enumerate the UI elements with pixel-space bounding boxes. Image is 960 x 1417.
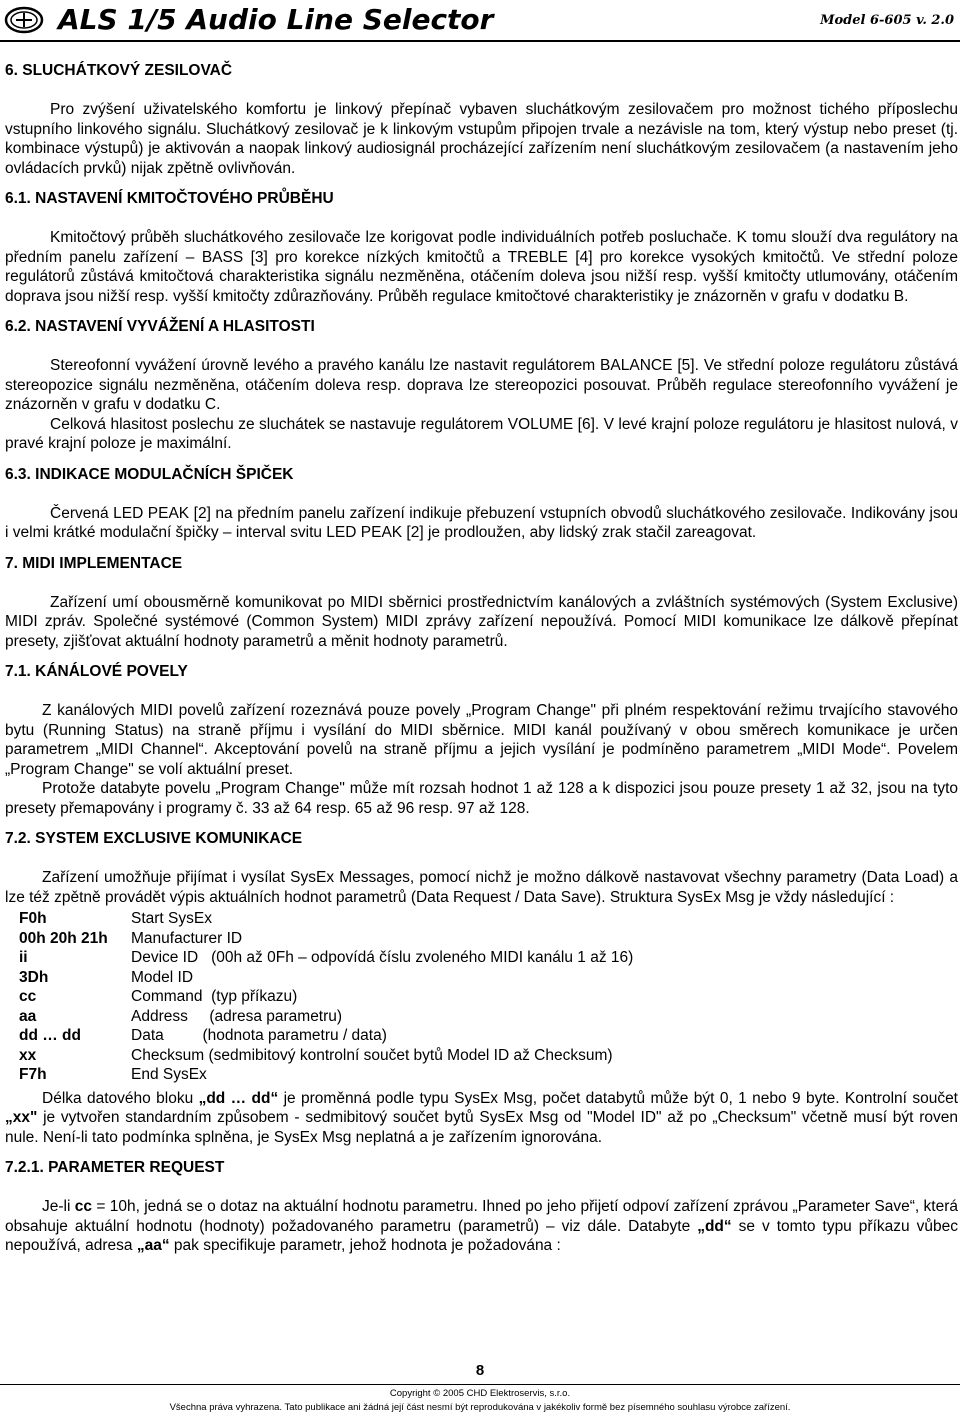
sysex-code: xx [19,1046,37,1064]
paragraph [5,1197,958,1256]
sysex-description: Address (adresa parametru) [131,1007,343,1025]
sysex-description: Model ID [131,968,194,986]
table-row [19,909,633,929]
paragraph: Protože databyte povelu „Program Change" může mít rozsah hodnot 1 až 128 a k dispozici jsou pouze presety 1 až 32, jsou na tyto presety přemapovány i programy č. 33 až 64 resp. 65 až 96 resp. 97 až 128. [5,780,958,817]
sysex-description: Data (hodnota parametru / data) [131,1027,387,1044]
bold-term: cc [74,1198,92,1215]
paragraph: Celková hlasitost poslechu ze sluchátek se nastavuje regulátorem VOLUME [6]. V levé krajní poloze regulátoru je hlasitost nulová, v pravé krajní poloze je maximální. [5,415,958,452]
sysex-code: 00h 20h 21h [19,929,108,947]
bold-term: „aa“ [136,1237,170,1254]
table-row [19,1065,633,1085]
table-row [19,1026,633,1046]
bold-term: „xx" [5,1109,38,1126]
page-content [5,61,958,1256]
sysex-description: End SysEx [131,1066,207,1083]
sysex-code: F7h [19,1066,47,1083]
sysex-code: 3Dh [19,968,49,986]
sysex-description: Command (typ příkazu) [131,988,298,1005]
bold-term: „dd“ [697,1217,732,1235]
section-heading-7-1: 7.1. KÁNÁLOVÉ POVELY [5,663,188,680]
copyright-text: Copyright © 2005 CHD Elektroservis, s.r.o. [389,1388,571,1399]
paragraph: Zařízení umí obousměrně komunikovat po MIDI sběrnici prostřednictvím kanálových a zvláštních systémových (System Exclusive) MIDI zpráv. Společné systémové (Common System) MIDI zprávy zařízení nepoužívá. Pomocí MIDI komunikace lze dálkově přepínat presety, zjišťovat aktuální hodnoty parametrů a měnit hodnoty parametrů. [5,593,958,650]
sysex-description: Device ID (00h až 0Fh – odpovídá číslu zvoleného MIDI kanálu 1 až 16) [131,949,634,966]
sysex-description: Start SysEx [131,910,212,927]
sysex-code: dd … dd [19,1027,81,1044]
text-run: je vytvořen standardním způsobem - sedmibitový součet bytů SysEx Msg od "Model ID" až po „Checksum" včetně musí být roven nule. Není-li tato podmínka splněna, je SysEx Msg neplatná a je zařízením ignorována. [5,1109,958,1146]
document-title: ALS 1/5 Audio Line Selector [58,3,494,36]
rights-notice: Všechna práva vyhrazena. Tato publikace ani žádná její část nesmí být reprodukována v jakékoliv formě bez písemného souhlasu výrobce zařízení. [169,1402,791,1413]
paragraph: Pro zvýšení uživatelského komfortu je linkový přepínač vybaven sluchátkovým zesilovačem pro možnost tichého příposlechu vstupního linkového signálu. Sluchátkový zesilovač je k linkovým vstupům připojen trvale a nezávisle na tom, který výstup nebo preset (tj. kombinace výstupů) je aktivován a naopak linkový audiosignál procházející zařízením není sluchátkovým zesilovačem (a nastavením jeho ovládacích prvků) nijak zpětně ovlivňován. [5,101,958,177]
bold-term: „dd … dd“ [198,1089,279,1107]
paragraph [5,1089,958,1148]
page-header [0,0,960,40]
table-row [19,968,633,988]
sysex-code: aa [19,1007,37,1025]
section-heading-6-1: 6.1. NASTAVENÍ KMITOČTOVÉHO PRŮBĚHU [5,190,334,207]
paragraph: Kmitočtový průběh sluchátkového zesilovače lze korigovat podle individuálních potřeb posluchače. K tomu slouží dva regulátory na předním panelu zařízení – BASS [3] pro korekce nízkých kmitočtů a TREBLE [4] pro korekce vysokých kmitočtů. Ve střední poloze regulátorů zůstává kmitočtová charakteristika signálu nezměněna, otáčením doleva jsou nižší resp. vyšší kmitočty utlumovány, otáčením doprava jsou nižší resp. vyšší kmitočty zdůrazňovány. Průběh regulace kmitočtové charakteristiky je znázorněn v grafu v dodatku B. [5,229,958,305]
paragraph: Z kanálových MIDI povelů zařízení rozeznává pouze povely „Program Change" při plném respektování režimu trvajícího stavového bytu (Running Status) na straně příjmu i vysílání do MIDI sběrnice. MIDI kanál používaný v obou směrech komunikace je určen parametrem „MIDI Channel“. Akceptování povelů na straně příjmu a jejich vysílání je podmíněno parametrem „MIDI Mode“. Povelem „Program Change" se volí aktuální preset. [5,702,958,778]
header-rule [0,40,960,42]
chd-logo-icon [4,6,44,34]
sysex-structure-table [19,909,633,1085]
page-number: 8 [475,1362,485,1379]
text-run: je proměnná podle typu SysEx Msg, počet databytů může být 0, 1 nebo 9 byte. Kontrolní součet [278,1089,958,1107]
sysex-description: Checksum (sedmibitový kontrolní součet bytů Model ID až Checksum) [131,1046,613,1064]
section-heading-7-2: 7.2. SYSTEM EXCLUSIVE KOMUNIKACE [5,830,303,847]
text-run: Je-li [42,1198,75,1215]
page-footer [0,1362,960,1417]
table-row [19,1007,633,1027]
paragraph: Stereofonní vyvážení úrovně levého a pravého kanálu lze nastavit regulátorem BALANCE [5]. Ve střední poloze regulátoru zůstává stereopozice signálu nezměněna, otáčením doleva resp. doprava lze stereopozici posouvat. Průběh regulace stereofonního vyvážení je znázorněn v grafu v dodatku C. [5,357,958,413]
table-row [19,987,633,1007]
section-heading-7-2-1: 7.2.1. PARAMETER REQUEST [5,1159,225,1176]
model-version: Model 6-605 v. 2.0 [820,13,954,28]
paragraph: Zařízení umožňuje přijímat i vysílat SysEx Messages, pomocí nichž je možno dálkově nastavovat všechny parametry (Data Load) a lze též zpětně provádět výpis aktuálních hodnot parametrů (Data Request / Data Save). Struktura SysEx Msg je vždy následující : [5,869,958,906]
footer-rule [0,1384,960,1385]
text-run: pak specifikuje parametr, jehož hodnota je požadována : [169,1237,561,1254]
text-run: = 10h, jedná se o dotaz na aktuální hodnotu parametru. Ihned po jeho přijetí odpoví zařízení zprávou „Parameter Save“, která obsahuje aktuální hodnotu (hodnoty) požadovaného parametru (parametrů) – viz dále. Databyte [5,1198,958,1235]
section-heading-6-3: 6.3. INDIKACE MODULAČNÍCH ŠPIČEK [5,465,294,483]
sysex-code: ii [19,949,28,966]
paragraph: Červená LED PEAK [2] na předním panelu zařízení indikuje přebuzení vstupních obvodů sluchátkového zesilovače. Indikovány jsou i velmi krátké modulační špičky – interval svitu LED PEAK [2] je prodloužen, aby lidský zrak stačil zareagovat. [5,504,958,541]
table-row [19,948,633,968]
sysex-description: Manufacturer ID [131,929,243,947]
text-run: se v tomto typu příkazu vůbec nepoužívá, adresa [5,1217,958,1254]
section-heading-7: 7. MIDI IMPLEMENTACE [5,554,183,572]
text-run: Délka datového bloku [42,1089,199,1107]
table-row [19,929,633,949]
section-heading-6-2: 6.2. NASTAVENÍ VYVÁŽENÍ A HLASITOSTI [5,318,315,335]
table-row [19,1046,633,1066]
section-heading-6: 6. SLUCHÁTKOVÝ ZESILOVAČ [5,62,233,79]
sysex-code: cc [19,988,37,1005]
sysex-code: F0h [19,910,47,927]
